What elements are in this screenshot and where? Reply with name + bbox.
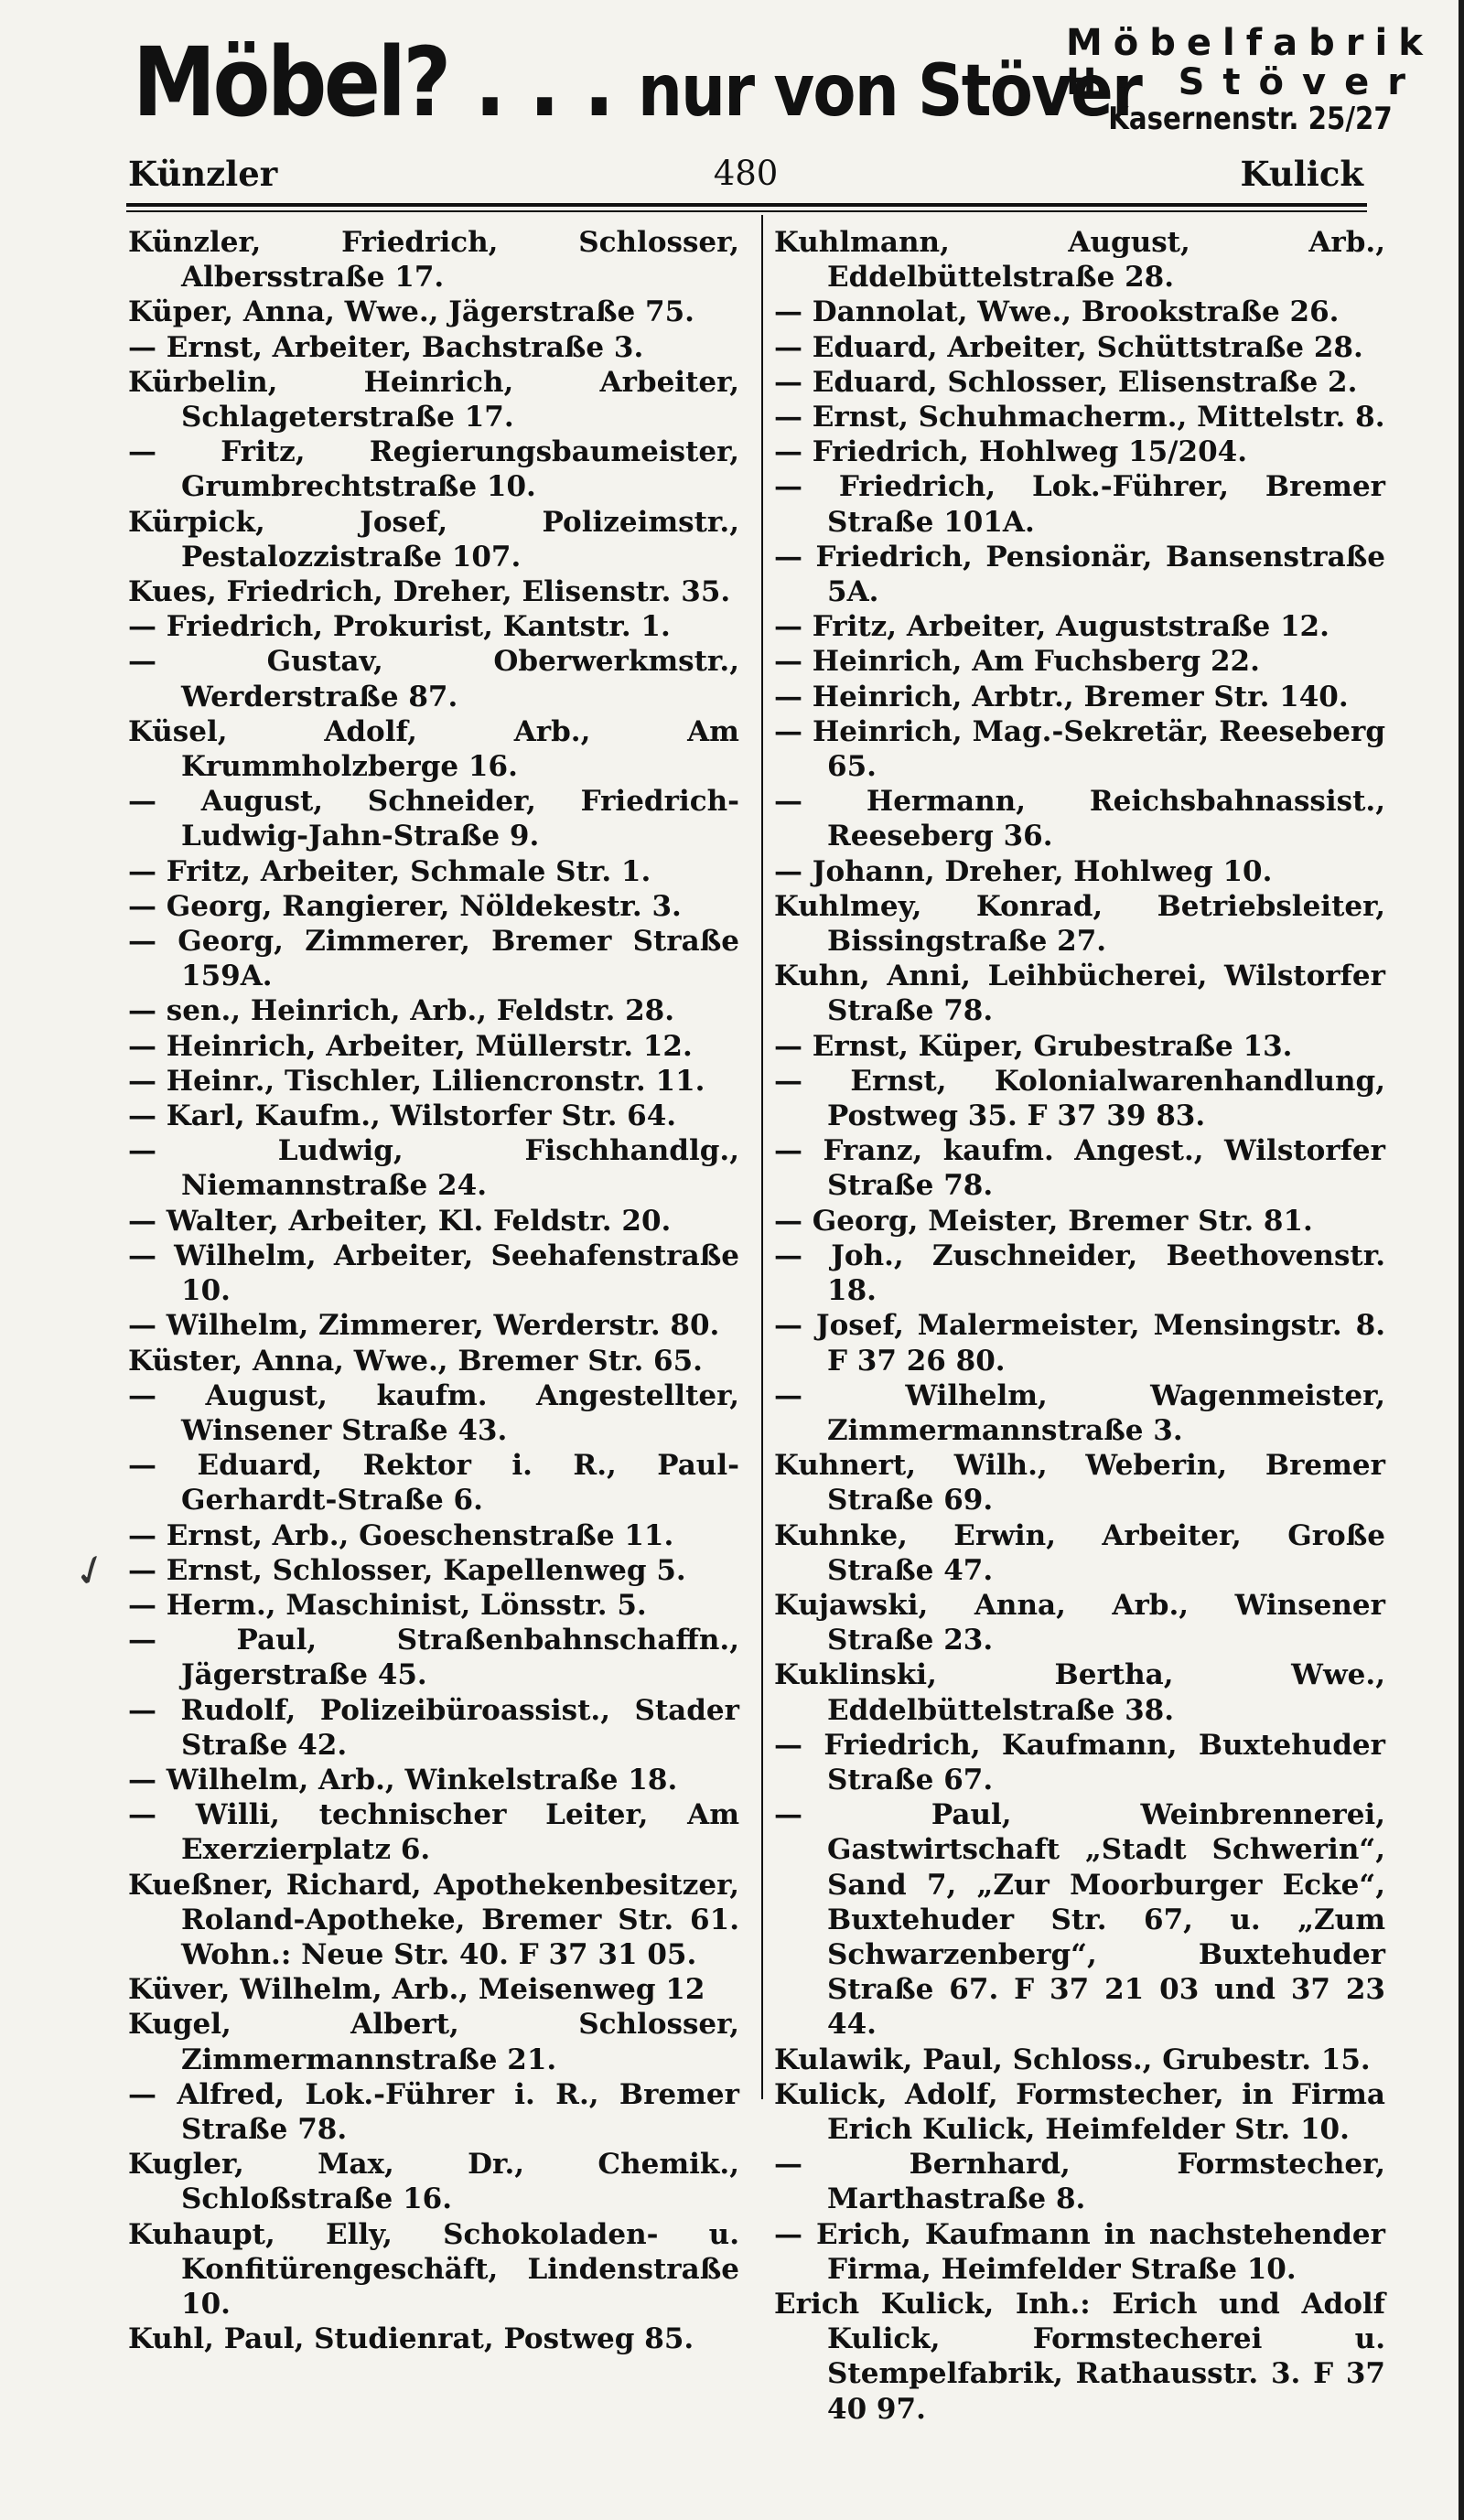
directory-entry: — Fritz, Arbeiter, Schmale Str. 1. — [128, 854, 651, 888]
directory-entry: — Paul, Weinbrennerei, Gastwirtschaft „Stadt Schwerin“, Sand 7, „Zur Moorburger Ecke“, Buxtehuder Str. 67, u. „Zum Schwarzenberg“, Buxtehuder Straße 67. F 37 21 03 und 37 23 44. — [774, 1798, 1385, 2042]
directory-entry: — Dannolat, Wwe., Brookstraße 26. — [774, 295, 1340, 329]
right-column — [774, 225, 1385, 2427]
ad-slogan-main: Möbel? . . . — [133, 27, 612, 138]
directory-entry: Küster, Anna, Wwe., Bremer Str. 65. — [128, 1344, 703, 1378]
ad-firm-address: Kasernenstr. 25/27 — [1108, 101, 1393, 138]
directory-entry: — Fritz, Regierungsbaumeister, Grumbrechtstraße 10. — [128, 435, 739, 504]
directory-entry: — Hermann, Reichsbahnassist., Reeseberg 36. — [774, 785, 1385, 853]
directory-entry: — Wilhelm, Wagenmeister, Zimmermannstraße 3. — [774, 1378, 1385, 1447]
directory-entry: Kuhnke, Erwin, Arbeiter, Große Straße 47. — [774, 1518, 1385, 1587]
header-rule-thin — [126, 210, 1367, 212]
directory-entry: Kues, Friedrich, Dreher, Elisenstr. 35. — [128, 575, 731, 609]
directory-entry: — Willi, technischer Leiter, Am Exerzierplatz 6. — [128, 1798, 739, 1867]
directory-entry: — Wilhelm, Zimmerer, Werderstr. 80. — [128, 1309, 720, 1343]
directory-entry: — Eduard, Schlosser, Elisenstraße 2. — [774, 365, 1358, 399]
directory-entry: Kürbelin, Heinrich, Arbeiter, Schlageterstraße 17. — [128, 365, 739, 434]
directory-entry: Kuklinski, Bertha, Wwe., Eddelbüttelstraße 38. — [774, 1658, 1385, 1727]
directory-entry: — August, kaufm. Angestellter, Winsener Straße 43. — [128, 1378, 739, 1447]
ad-firm-name: Möbelfabrik — [1066, 22, 1434, 64]
directory-entry: — Eduard, Arbeiter, Schüttstraße 28. — [774, 330, 1363, 364]
directory-entry: Kürpick, Josef, Polizeimstr., Pestalozzistraße 107. — [128, 505, 739, 574]
directory-entry: — Friedrich, Hohlweg 15/204. — [774, 435, 1247, 469]
directory-entry: Erich Kulick, Inh.: Erich und Adolf Kulick, Formstecherei u. Stempelfabrik, Rathausstr. 3. F 37 40 97. — [774, 2287, 1385, 2426]
directory-entry: Kueßner, Richard, Apothekenbesitzer, Roland-Apotheke, Bremer Str. 61. Wohn.: Neue Str. 40. F 37 31 05. — [128, 1868, 739, 1971]
directory-entry: — Wilhelm, Arbeiter, Seehafenstraße 10. — [128, 1239, 739, 1308]
directory-entry: — Friedrich, Kaufmann, Buxtehuder Straße 67. — [774, 1728, 1385, 1796]
directory-entry: — Joh., Zuschneider, Beethovenstr. 18. — [774, 1239, 1385, 1308]
directory-entry: Kulick, Adolf, Formstecher, in Firma Erich Kulick, Heimfelder Str. 10. — [774, 2077, 1385, 2146]
running-head — [128, 154, 1363, 199]
directory-entry: — Ernst, Schlosser, Kapellenweg 5. — [128, 1553, 686, 1587]
directory-entry: — Friedrich, Lok.-Führer, Bremer Straße 101A. — [774, 470, 1385, 539]
directory-entry: — Wilhelm, Arb., Winkelstraße 18. — [128, 1763, 678, 1796]
directory-entry: Künzler, Friedrich, Schlosser, Albersstraße 17. — [128, 226, 739, 295]
directory-entry: — Fritz, Arbeiter, Auguststraße 12. — [774, 610, 1329, 644]
directory-entry: — Bernhard, Formstecher, Marthastraße 8. — [774, 2148, 1385, 2216]
directory-entry: — Georg, Zimmerer, Bremer Straße 159A. — [128, 925, 739, 993]
directory-entry: Kuhlmey, Konrad, Betriebsleiter, Bissingstraße 27. — [774, 889, 1385, 959]
directory-entry: Kuhnert, Wilh., Weberin, Bremer Straße 69. — [774, 1449, 1385, 1517]
page-edge-shadow — [1459, 0, 1464, 2520]
running-head-left: Künzler — [128, 154, 278, 194]
directory-entry: — Heinr., Tischler, Liliencronstr. 11. — [128, 1064, 705, 1098]
column-divider — [761, 215, 763, 2099]
directory-entry: — Heinrich, Mag.-Sekretär, Reeseberg 65. — [774, 714, 1385, 784]
directory-entry: Kuhn, Anni, Leihbücherei, Wilstorfer Straße 78. — [774, 960, 1385, 1028]
directory-entry: Küper, Anna, Wwe., Jägerstraße 75. — [128, 295, 694, 329]
directory-entry: — Heinrich, Arbtr., Bremer Str. 140. — [774, 680, 1349, 713]
directory-entry: — Georg, Meister, Bremer Str. 81. — [774, 1204, 1313, 1238]
directory-entry: Kuhaupt, Elly, Schokoladen- u. Konfitürengeschäft, Lindenstraße 10. — [128, 2217, 739, 2321]
advertisement-banner — [133, 16, 1434, 145]
directory-entry: Kuhlmann, August, Arb., Eddelbüttelstraße 28. — [774, 226, 1385, 295]
directory-entry: — Heinrich, Am Fuchsberg 22. — [774, 645, 1260, 679]
directory-entry: Kuhl, Paul, Studienrat, Postweg 85. — [128, 2322, 694, 2356]
header-rule-thick — [126, 203, 1367, 207]
directory-entry: — Herm., Maschinist, Lönsstr. 5. — [128, 1588, 647, 1622]
directory-entry: — Heinrich, Arbeiter, Müllerstr. 12. — [128, 1029, 693, 1063]
left-column — [128, 225, 739, 2356]
directory-entry: Kugler, Max, Dr., Chemik., Schloßstraße 16. — [128, 2148, 739, 2216]
directory-entry: — Gustav, Oberwerkmstr., Werderstraße 87. — [128, 645, 739, 713]
directory-entry: — August, Schneider, Friedrich-Ludwig-Jahn-Straße 9. — [128, 785, 739, 853]
directory-entry: — Paul, Straßenbahnschaffn., Jägerstraße 45. — [128, 1624, 739, 1692]
directory-entry: Küver, Wilhelm, Arb., Meisenweg 12 — [128, 1973, 705, 2007]
directory-entry: — Walter, Arbeiter, Kl. Feldstr. 20. — [128, 1204, 672, 1238]
directory-entry: — Alfred, Lok.-Führer i. R., Bremer Straße 78. — [128, 2077, 739, 2146]
directory-entry: — Ernst, Arb., Goeschenstraße 11. — [128, 1518, 674, 1552]
directory-entry: — Ernst, Kolonialwarenhandlung, Postweg 35. F 37 39 83. — [774, 1064, 1385, 1133]
directory-entry: Kujawski, Anna, Arb., Winsener Straße 23. — [774, 1588, 1385, 1657]
page-number: 480 — [713, 154, 779, 193]
directory-entry: — Ernst, Arbeiter, Bachstraße 3. — [128, 330, 644, 364]
directory-entry: Kugel, Albert, Schlosser, Zimmermannstraße 21. — [128, 2008, 739, 2076]
directory-entry: — Ernst, Küper, Grubestraße 13. — [774, 1029, 1293, 1063]
handwritten-margin-mark: ✓ — [65, 1541, 116, 1600]
directory-entry: — Eduard, Rektor i. R., Paul-Gerhardt-Straße 6. — [128, 1449, 739, 1517]
directory-entry: — Georg, Rangierer, Nöldekestr. 3. — [128, 889, 682, 923]
directory-entry: — Erich, Kaufmann in nachstehender Firma, Heimfelder Straße 10. — [774, 2217, 1385, 2286]
ad-slogan-tail: nur von Stöver — [637, 50, 1142, 133]
running-head-right: Kulick — [1240, 154, 1363, 194]
directory-entry: Kulawik, Paul, Schloss., Grubestr. 15. — [774, 2043, 1371, 2076]
directory-entry: — Franz, kaufm. Angest., Wilstorfer Straße 78. — [774, 1134, 1385, 1203]
ad-firm-owner: H. Stöver — [1066, 61, 1424, 104]
directory-entry: — Ernst, Schuhmacherm., Mittelstr. 8. — [774, 401, 1385, 434]
directory-entry: — Friedrich, Prokurist, Kantstr. 1. — [128, 610, 671, 644]
directory-entry: Küsel, Adolf, Arb., Am Krummholzberge 16. — [128, 714, 739, 784]
directory-entry: — Josef, Malermeister, Mensingstr. 8. F 37 26 80. — [774, 1309, 1385, 1378]
ad-slogan — [133, 27, 1142, 138]
ad-firm-block — [1066, 22, 1434, 138]
directory-entry: — Rudolf, Polizeibüroassist., Stader Straße 42. — [128, 1693, 739, 1762]
directory-entry: — sen., Heinrich, Arb., Feldstr. 28. — [128, 994, 675, 1028]
directory-entry: — Ludwig, Fischhandlg., Niemannstraße 24. — [128, 1134, 739, 1203]
directory-entry: — Friedrich, Pensionär, Bansenstraße 5A. — [774, 540, 1385, 609]
directory-entry: — Johann, Dreher, Hohlweg 10. — [774, 854, 1273, 888]
directory-entry: — Karl, Kaufm., Wilstorfer Str. 64. — [128, 1099, 677, 1133]
